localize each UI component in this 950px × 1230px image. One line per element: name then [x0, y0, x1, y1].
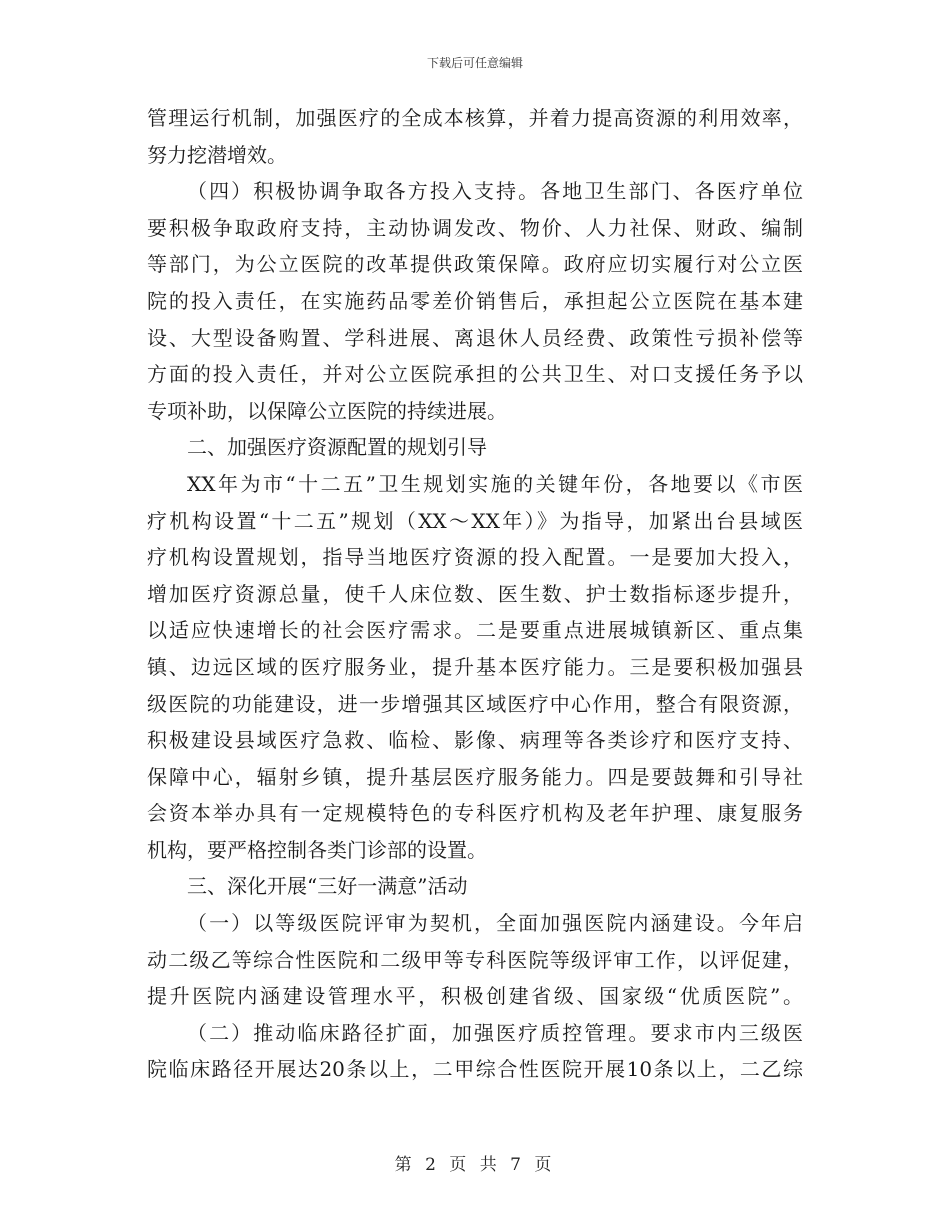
text-line: 级医院的功能建设，进一步增强其区域医疗中心作用，整合有限资源， — [147, 691, 803, 716]
document-body — [147, 100, 803, 1088]
text-line: 二、加强医疗资源配置的规划引导 — [187, 435, 487, 460]
text-line: 专项补助，以保障公立医院的持续进展。 — [147, 398, 507, 423]
text-line: 疗机构设置规划，指导当地医疗资源的投入配置。一是要加大投入， — [147, 545, 803, 570]
text-line: 等部门，为公立医院的改革提供政策保障。政府应切实履行对公立医 — [147, 252, 803, 277]
text-line: 动二级乙等综合性医院和二级甲等专科医院等级评审工作，以评促建， — [147, 947, 803, 972]
text-line: 增加医疗资源总量，使千人床位数、医生数、护士数指标逐步提升， — [147, 581, 803, 606]
text-line: 努力挖潜增效。 — [147, 142, 287, 167]
text-line: 院临床路径开展达20条以上，二甲综合性医院开展10条以上，二乙综 — [147, 1057, 803, 1082]
text-line: 保障中心，辐射乡镇，提升基层医疗服务能力。四是要鼓舞和引导社 — [147, 764, 803, 789]
text-line: （二）推动临床路径扩面，加强医疗质控管理。要求市内三级医 — [187, 1020, 803, 1045]
page-header: 下载后可任意编辑 — [426, 56, 523, 70]
page-footer: 第 2 页 共 7 页 — [394, 1155, 556, 1175]
text-line: 会资本举办具有一定规模特色的专科医疗机构及老年护理、康复服务 — [147, 801, 803, 826]
text-line: 三、深化开展“三好一满意”活动 — [187, 874, 468, 899]
text-line: 设、大型设备购置、学科进展、离退休人员经费、政策性亏损补偿等 — [147, 325, 803, 350]
text-line: 疗机构设置“十二五”规划（XX～XX年）》为指导，加紧出台县域医 — [147, 508, 803, 533]
text-line: 要积极争取政府支持，主动协调发改、物价、人力社保、财政、编制 — [147, 215, 803, 240]
text-line: （一）以等级医院评审为契机，全面加强医院内涵建设。今年启 — [187, 911, 803, 936]
text-line: 积极建设县域医疗急救、临检、影像、病理等各类诊疗和医疗支持、 — [147, 728, 803, 753]
text-line: （四）积极协调争取各方投入支持。各地卫生部门、各医疗单位 — [187, 179, 803, 204]
text-line: 院的投入责任，在实施药品零差价销售后，承担起公立医院在基本建 — [147, 288, 803, 313]
text-line: 管理运行机制，加强医疗的全成本核算，并着力提高资源的利用效率， — [147, 106, 803, 130]
text-line: 以适应快速增长的社会医疗需求。二是要重点进展城镇新区、重点集 — [147, 618, 803, 643]
text-line: XX年为市“十二五”卫生规划实施的关键年份，各地要以《市医 — [187, 471, 803, 496]
text-line: 提升医院内涵建设管理水平，积极创建省级、国家级“优质医院”。 — [147, 984, 803, 1009]
text-line: 镇、边远区域的医疗服务业，提升基本医疗能力。三是要积极加强县 — [147, 654, 803, 679]
text-line: 方面的投入责任，并对公立医院承担的公共卫生、对口支援任务予以 — [147, 362, 803, 387]
text-line: 机构，要严格控制各类门诊部的设置。 — [147, 837, 487, 862]
